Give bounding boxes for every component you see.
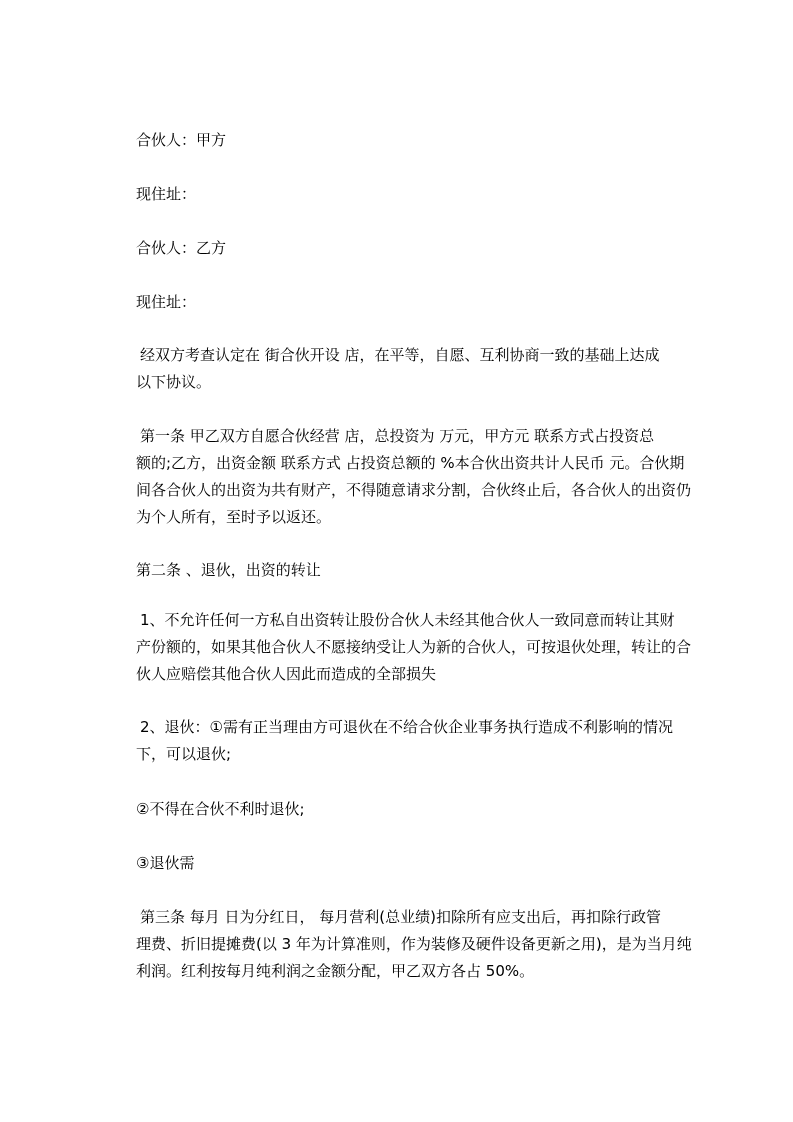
clause2-line: 2、退伙：①需有正当理由方可退伙在不给合伙企业事务执行造成不利影响的情况 (140, 718, 673, 736)
article3-line: 第三条 每月 日为分红日， 每月营利(总业绩)扣除所有应支出后，再扣除行政管 (140, 908, 662, 926)
clause2-line: 下，可以退伙; (136, 745, 232, 763)
partner-a-label: 合伙人：甲方 (136, 131, 227, 149)
article2-title-text: 第二条 、退伙，出资的转让 (136, 561, 321, 579)
intro-line: 经双方考查认定在 街合伙开设 店，在平等，自愿、互利协商一致的基础上达成 (140, 346, 660, 364)
address-a-label: 现住址： (136, 185, 197, 203)
address-b-label: 现住址： (136, 293, 197, 311)
clause1-line: 产份额的，如果其他合伙人不愿接纳受让人为新的合伙人，可按退伙处理，转让的合 (136, 638, 692, 656)
partner-a-line (136, 127, 708, 154)
partner-b-line (136, 235, 708, 262)
intro-paragraph (136, 342, 708, 396)
article3-line: 利润。红利按每月纯利润之金额分配，甲乙双方各占 50%。 (136, 962, 535, 980)
clause2-b-line (136, 796, 708, 823)
article2-title (136, 557, 708, 584)
clause2-c-text: ③退伙需 (136, 854, 195, 872)
article3-line: 理费、折旧提摊费(以 3 年为计算准则，作为装修及硬件设备更新之用)，是为当月纯 (136, 935, 692, 953)
clause2-b-text: ②不得在合伙不利时退伙; (136, 800, 305, 818)
article3-paragraph (136, 904, 708, 985)
intro-line: 以下协议。 (136, 373, 212, 391)
clause1-line: 1、不允许任何一方私自出资转让股份合伙人未经其他合伙人一致同意而转让其财 (140, 611, 675, 629)
article1-paragraph (136, 423, 708, 531)
clause1-line: 伙人应赔偿其他合伙人因此而造成的全部损失 (136, 665, 437, 683)
article1-line: 间各合伙人的出资为共有财产，不得随意请求分割，合伙终止后，各合伙人的出资仍 (136, 481, 692, 499)
clause2-c-line (136, 850, 708, 877)
clause1-paragraph (136, 607, 708, 688)
article1-line: 为个人所有，至时予以返还。 (136, 508, 332, 526)
article1-line: 额的;乙方，出资金额 联系方式 占投资总额的 %本合伙出资共计人民币 元。合伙期 (136, 454, 685, 472)
address-a-line (136, 181, 708, 208)
address-b-line (136, 289, 708, 316)
partner-b-label: 合伙人：乙方 (136, 239, 227, 257)
article1-line: 第一条 甲乙双方自愿合伙经营 店，总投资为 万元，甲方元 联系方式占投资总 (140, 427, 655, 445)
clause2-paragraph (136, 714, 708, 768)
